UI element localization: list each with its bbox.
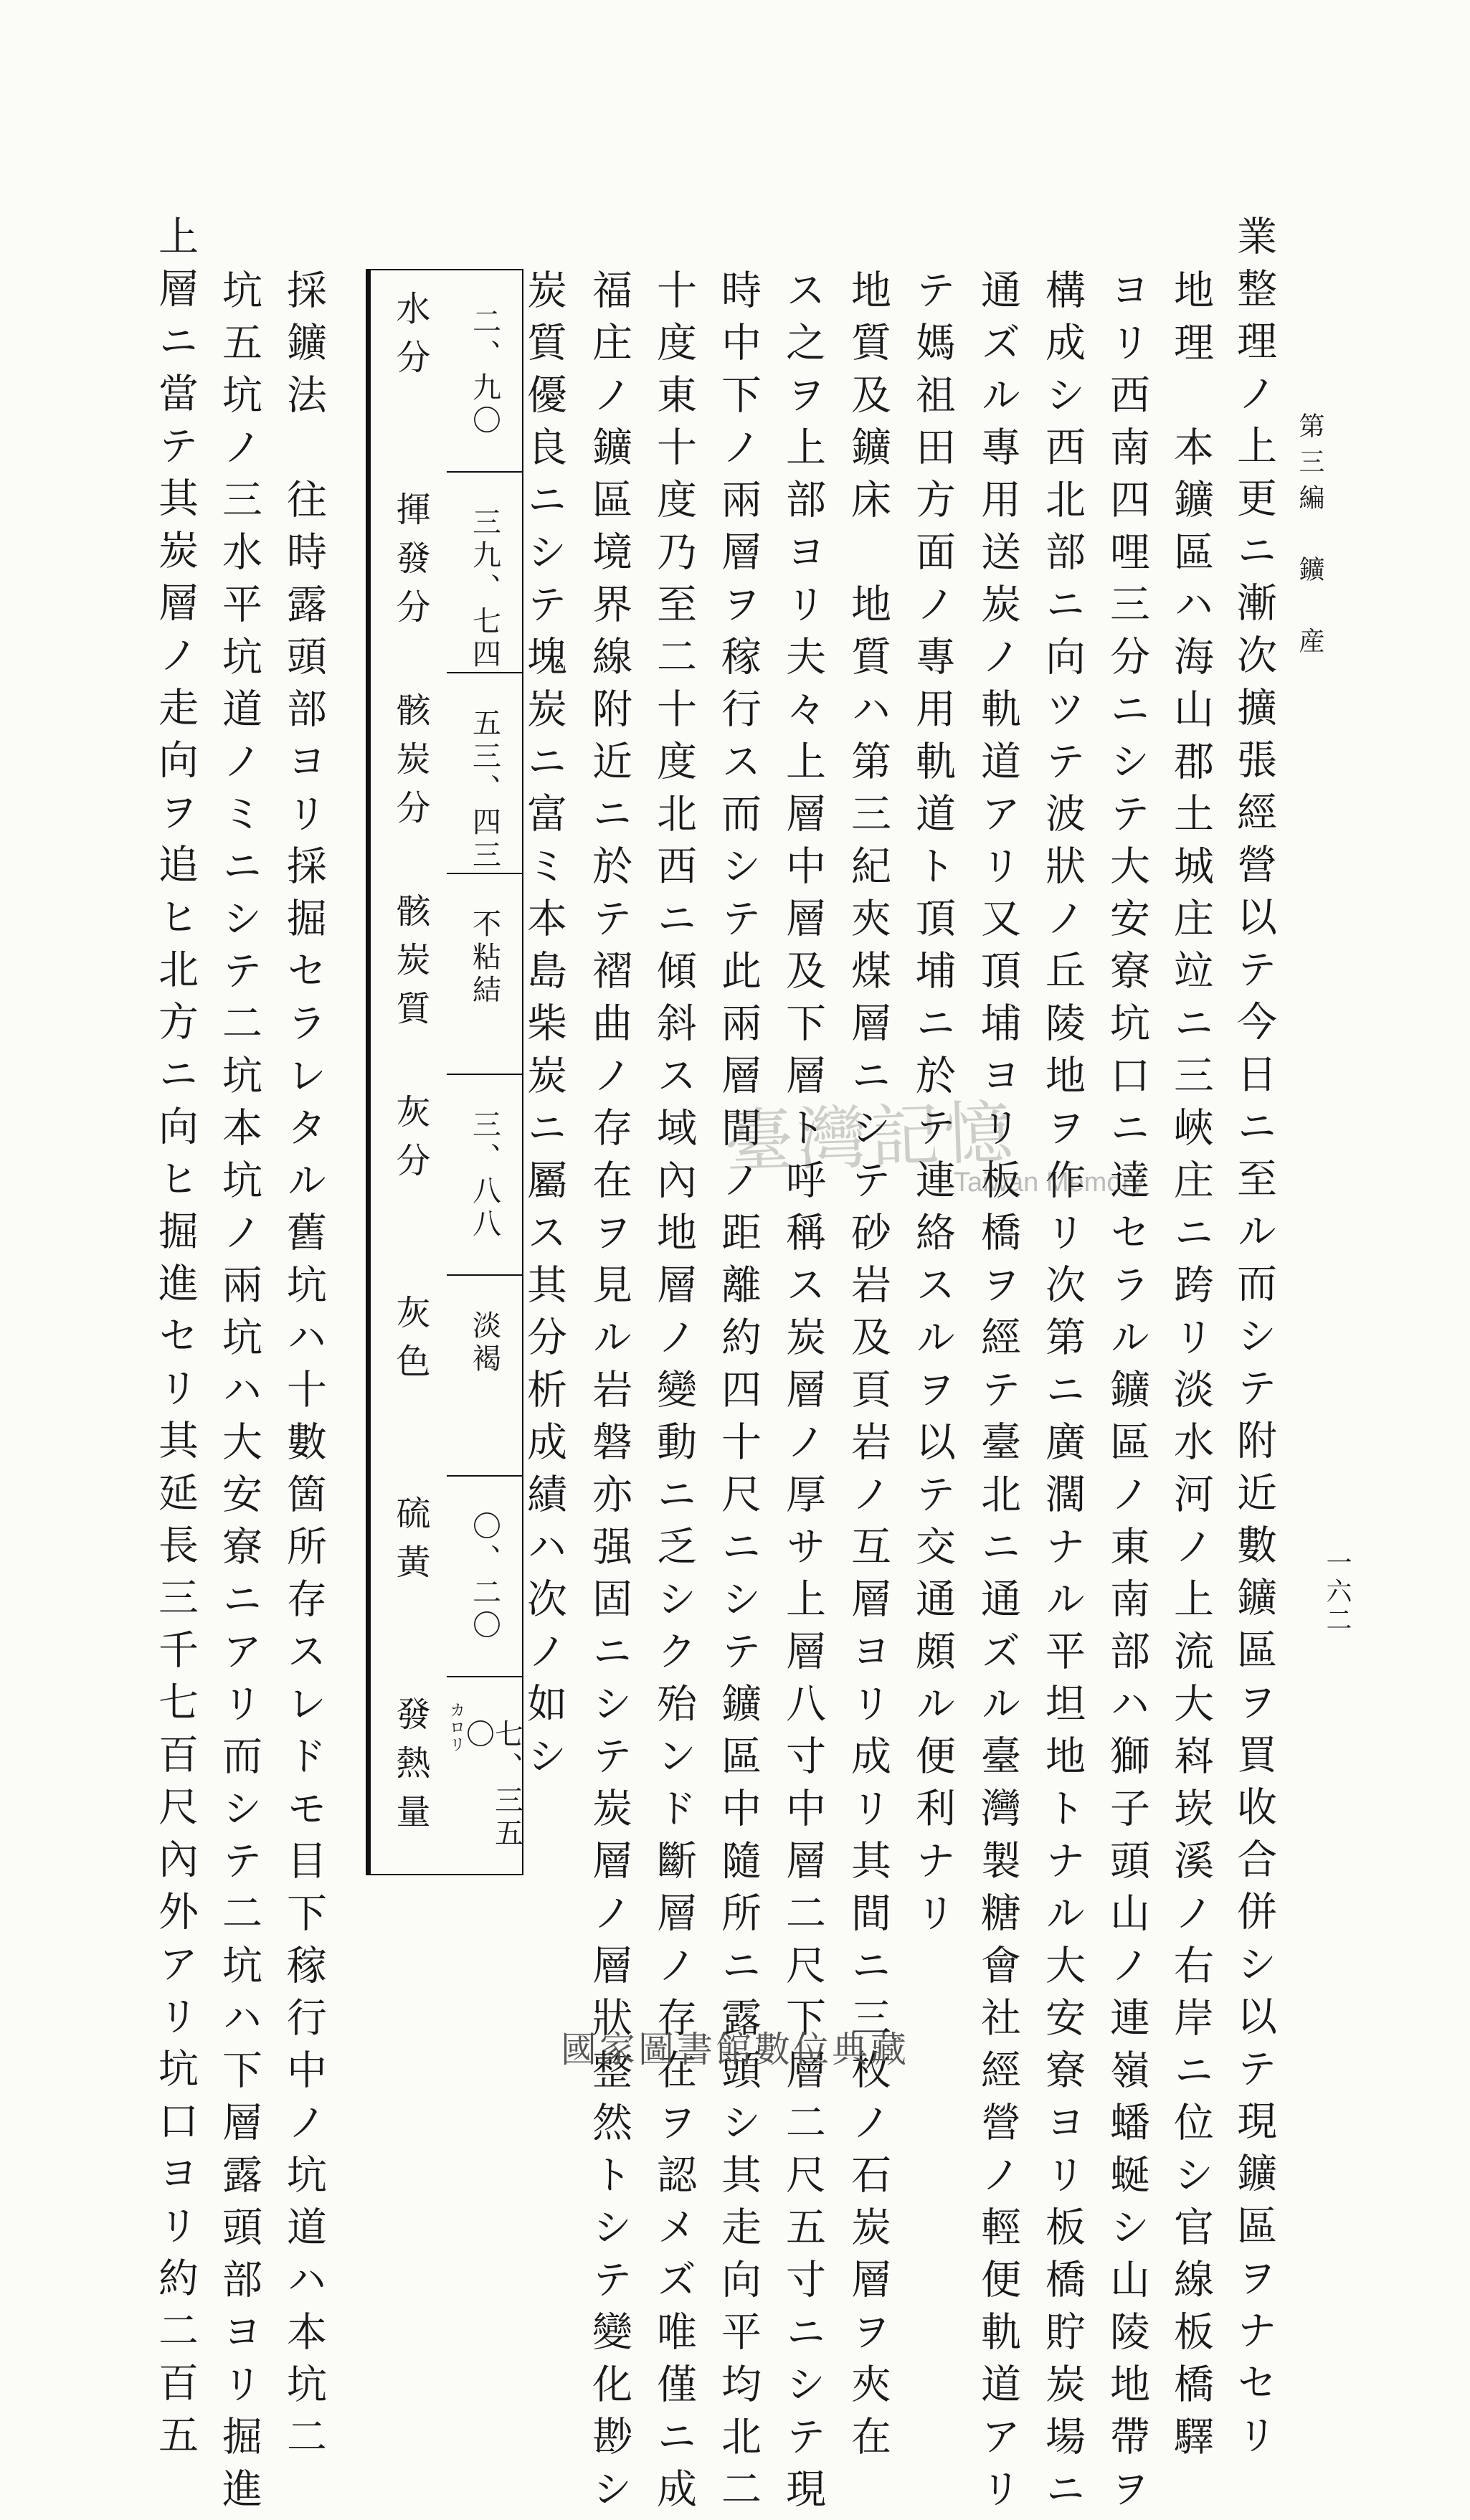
watermark-logo: 臺灣記憶 <box>723 1091 1019 1183</box>
text-line: テ媽祖田方面ノ專用軌道ト頂埔ニ於テ連絡スルヲ以テ交通頗ル便利ナリ <box>909 269 956 1944</box>
footer-credit: 國家圖書館數位典藏 <box>561 2029 909 2070</box>
page-number: 一六二 <box>1322 1549 1352 1635</box>
table-value-cell: 淡褐 <box>468 1310 501 1376</box>
text-line: 十度東十度乃至二十度北西ニ傾斜ス域內地層ノ變動ニ乏シク殆ンド斷層ノ存在ヲ認メズ唯僅ニ成 <box>650 269 697 2520</box>
table-value-cell: カロリ 七、三五〇 <box>447 1676 522 1877</box>
table-header-cell: 骸炭質 <box>390 893 430 1039</box>
text-line: 時中下ノ兩層ヲ稼行ス而シテ此兩層間ノ距離約四十尺ニシテ鑛區中隨所ニ露頭シ其走向平均北二 <box>715 269 762 2520</box>
table-header-column <box>369 270 450 1874</box>
section-title: 第三編 鑛 産 <box>1295 412 1324 663</box>
text-line: 炭質優良ニシテ塊炭ニ富ミ本島柴炭ニ屬ス其分析成績ハ次ノ如シ <box>521 269 567 1787</box>
text-line: 坑五坑ノ三水平坑道ノミニシテ二坑本坑ノ兩坑ハ大安寮ニアリ而シテ二坑ハ下層露頭部ヨリ掘進 <box>216 269 262 2520</box>
table-header-cell: 灰分 <box>390 1094 430 1191</box>
calorie-unit: カロリ <box>447 1702 465 1753</box>
text-line: 業整理ノ上更ニ漸次擴張經營以テ今日ニ至ル而シテ附近數鑛區ヲ買收合併シ以テ現鑛區ヲナセリ <box>1230 215 1277 2466</box>
text-line: 福庄ノ鑛區境界線附近ニ於テ褶曲ノ存在ヲ見ル岩磐亦强固ニシテ炭層ノ層狀整然トシテ變化尠シ <box>586 269 632 2520</box>
text-line: ス之ヲ上部ヨリ夫々上層中層及下層ト呼稱ス炭層ノ厚サ上層八寸中層二尺下層二尺五寸ニシテ現 <box>779 269 826 2520</box>
text-line: 通ズル專用送炭ノ軌道アリ又頂埔ヨリ板橋ヲ經テ臺北ニ通ズル臺灣製糖會社經營ノ輕便軌道アリ <box>975 269 1021 2520</box>
table-value-cell: 〇、二〇 <box>468 1511 501 1643</box>
table-value-cell: 三、八八 <box>468 1109 501 1241</box>
text-line: 採鑛法 往時露頭部ヨリ採掘セラレタル舊坑ハ十數箇所存スレドモ目下稼行中ノ坑道ハ本坑二 <box>280 269 327 2468</box>
table-value-cell: 五三、四三 <box>468 708 501 873</box>
table-header-cell: 水分 <box>390 290 430 388</box>
table-value-cell: 三九、七四 <box>468 507 501 672</box>
text-line: 上層ニ當テ其炭層ノ走向ヲ追ヒ北方ニ向ヒ掘進セリ其延長三千七百尺內外アリ坑口ヨリ約二百五 <box>152 215 199 2466</box>
table-header-cell: 硫黃 <box>390 1495 430 1593</box>
table-header-cell: 揮發分 <box>390 491 430 638</box>
table-header-cell: 發熱量 <box>390 1696 430 1842</box>
table-value-column <box>447 270 522 1874</box>
watermark-subtext: Taiwan Memory <box>954 1167 1145 1198</box>
table-value-cell: 不粘結 <box>468 909 501 1008</box>
text-line: 地理 本鑛區ハ海山郡土城庄竝ニ三峽庄ニ跨リ淡水河ノ上流大嵙崁溪ノ右岸ニ位シ官線板橋驛 <box>1167 269 1214 2468</box>
text-line: ヨリ西南四哩三分ニシテ大安寮坑口ニ達セラル鑛區ノ東南部ハ獅子頭山ノ連嶺蟠蜒シ山陵地帶ヲ <box>1104 269 1150 2520</box>
text-line: 地質及鑛床 地質ハ第三紀夾煤層ニシテ砂岩及頁岩ノ互層ヨリ成リ其間ニ三枚ノ石炭層ヲ夾在 <box>845 269 891 2468</box>
table-header-cell: 骸炭分 <box>390 692 430 838</box>
table-value-cell: 二、九〇 <box>468 306 501 438</box>
text-line: 構成シ西北部ニ向ツテ波狀ノ丘陵地ヲ作リ次第ニ廣濶ナル平坦地トナル大安寮ヨリ板橋貯炭場ニ <box>1039 269 1086 2520</box>
analysis-table <box>366 269 523 1875</box>
table-header-cell: 灰色 <box>390 1294 430 1392</box>
